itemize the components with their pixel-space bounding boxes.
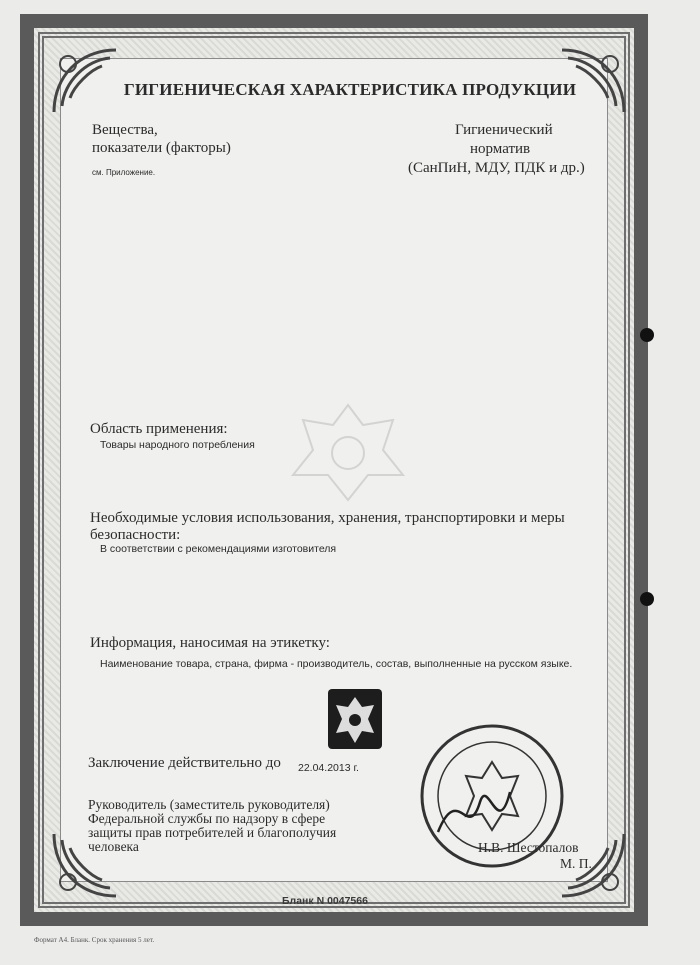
- norm-label-line2: норматив: [470, 141, 531, 157]
- substances-label-line1: Вещества,: [92, 122, 158, 138]
- signatory-name: Н.В. Шестопалов: [478, 840, 579, 855]
- coat-of-arms-icon: [328, 689, 382, 749]
- validity-date: 22.04.2013 г.: [298, 762, 359, 774]
- norm-label-line1: Гигиенический: [455, 122, 553, 138]
- watermark-emblem-icon: [283, 395, 413, 505]
- punch-hole-icon: [640, 328, 654, 342]
- head-title-line4: человека: [88, 839, 139, 854]
- norm-label-line3: (СанПиН, МДУ, ПДК и др.): [408, 160, 585, 176]
- punch-hole-icon: [640, 592, 654, 606]
- document-title: ГИГИЕНИЧЕСКАЯ ХАРАКТЕРИСТИКА ПРОДУКЦИИ: [123, 80, 577, 99]
- blank-number: Бланк N 0047566: [282, 895, 368, 907]
- scope-label: Область применения:: [90, 421, 228, 437]
- head-title-line3: защиты прав потребителей и благополучия: [88, 825, 337, 840]
- label-info-value: Наименование товара, страна, фирма - производитель, состав, выполненные на русском языке.: [100, 658, 573, 670]
- substances-label-line2: показатели (факторы): [92, 140, 231, 156]
- head-title-line2: Федеральной службы по надзору в сфере: [88, 811, 326, 826]
- conditions-label-line1: Необходимые условия использования, хранения, транспортировки и меры: [90, 510, 565, 526]
- conditions-label-line2: безопасности:: [90, 527, 181, 543]
- head-title-line1: Руководитель (заместитель руководителя): [88, 797, 330, 812]
- substances-note: см. Приложение.: [92, 168, 156, 177]
- footer-note: Формат А4. Бланк. Срок хранения 5 лет.: [34, 936, 155, 944]
- seal-place-mark: М. П.: [560, 856, 592, 871]
- label-info-label: Информация, наносимая на этикетку:: [90, 635, 330, 651]
- scope-value: Товары народного потребления: [100, 439, 255, 451]
- conditions-value: В соответствии с рекомендациями изготовителя: [100, 543, 337, 555]
- validity-label: Заключение действительно до: [88, 755, 281, 771]
